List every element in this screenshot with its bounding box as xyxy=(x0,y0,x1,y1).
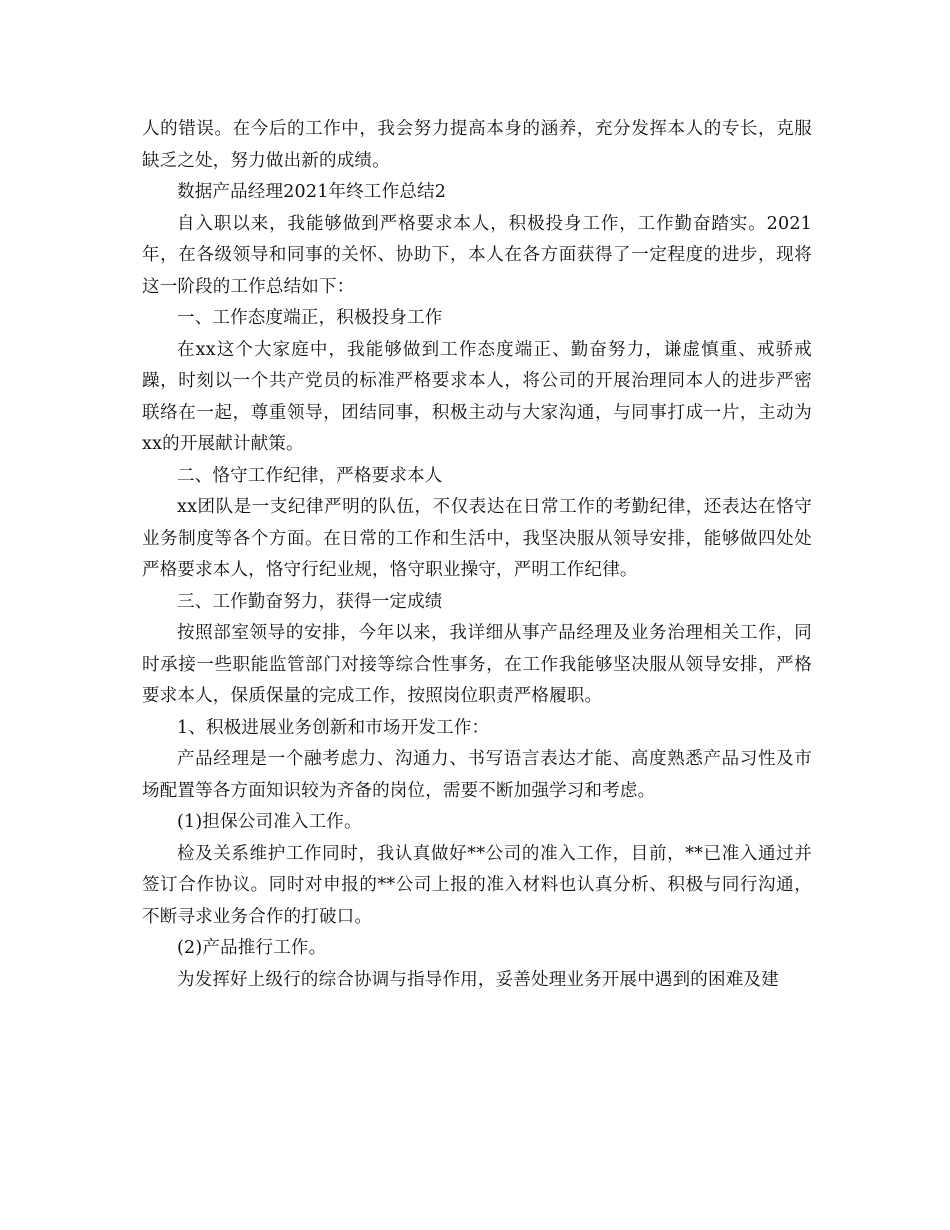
section-heading-1: 一、工作态度端正，积极投身工作 xyxy=(177,308,443,328)
paragraph-section-1: 在xx这个大家庭中，我能够做到工作态度端正、勤奋努力，谦虚慎重、戒骄戒躁，时刻以一个共产党员的标准严格要求本人，将公司的开展治理同本人的进步严密联络在一起，尊重领导，团结同事，积极主动与大家沟通，与同事打成一片，主动为xx的开展献计献策。 xyxy=(142,339,812,454)
section-heading-2: 二、恪守工作纪律，严格要求本人 xyxy=(177,465,443,486)
item-heading-1: (1)担保公司准入工作。 xyxy=(177,812,362,832)
paragraph-intro: 自入职以来，我能够做到严格要求本人，积极投身工作，工作勤奋踏实。2021年，在各级领导和同事的关怀、协助下，本人在各方面获得了一定程度的进步，现将这一阶段的工作总结如下： xyxy=(142,213,812,297)
item-heading-2: (2)产品推行工作。 xyxy=(177,938,327,958)
section-heading-3: 三、工作勤奋努力，获得一定成绩 xyxy=(177,591,443,612)
paragraph-section-2: xx团队是一支纪律严明的队伍，不仅表达在日常工作的考勤纪律，还表达在恪守业务制度等各个方面。在日常的工作和生活中，我坚决服从领导安排，能够做四处处严格要求本人，恪守行纪业规，恪守职业操守，严明工作纪律。 xyxy=(142,497,812,580)
document-body xyxy=(142,114,812,996)
paragraph-item-1: 检及关系维护工作同时，我认真做好**公司的准入工作，目前，**已准入通过并签订合作协议。同时对申报的**公司上报的准入材料也认真分析、积极与同行沟通，不断寻求业务合作的打破口。 xyxy=(142,843,812,927)
paragraph-section-3: 按照部室领导的安排，今年以来，我详细从事产品经理及业务治理相关工作，同时承接一些职能监管部门对接等综合性事务，在工作我能够坚决服从领导安排，严格要求本人，保质保量的完成工作，按照岗位职责严格履职。 xyxy=(142,623,812,706)
paragraph-subsection-1: 产品经理是一个融考虑力、沟通力、书写语言表达才能、高度熟悉产品习性及市场配置等各方面知识较为齐备的岗位，需要不断加强学习和考虑。 xyxy=(142,749,812,801)
paragraph-item-2: 为发挥好上级行的综合协调与指导作用，妥善处理业务开展中遇到的困难及建 xyxy=(177,969,779,990)
paragraph-continuation: 人的错误。在今后的工作中，我会努力提高本身的涵养，充分发挥本人的专长，克服缺乏之处，努力做出新的成绩。 xyxy=(142,119,812,171)
subsection-heading-1: 1、积极进展业务创新和市场开发工作： xyxy=(177,717,490,738)
paragraph-subtitle: 数据产品经理2021年终工作总结2 xyxy=(177,182,447,202)
